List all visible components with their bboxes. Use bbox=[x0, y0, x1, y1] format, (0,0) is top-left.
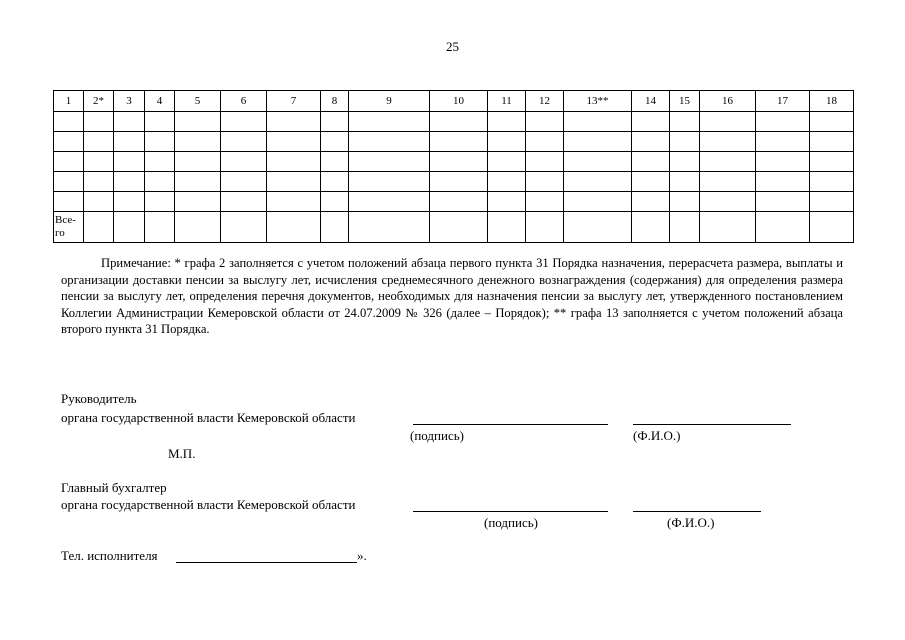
table-cell[interactable] bbox=[145, 172, 175, 192]
table-cell[interactable] bbox=[430, 192, 488, 212]
total-cell[interactable] bbox=[632, 212, 670, 243]
table-cell[interactable] bbox=[756, 172, 810, 192]
table-cell[interactable] bbox=[632, 192, 670, 212]
head-name-line[interactable] bbox=[633, 424, 791, 425]
table-cell[interactable] bbox=[349, 112, 430, 132]
table-cell[interactable] bbox=[526, 192, 564, 212]
table-cell[interactable] bbox=[175, 152, 221, 172]
stamp-label: М.П. bbox=[168, 446, 196, 461]
total-cell[interactable] bbox=[321, 212, 349, 243]
table-cell[interactable] bbox=[221, 132, 267, 152]
total-cell[interactable] bbox=[700, 212, 756, 243]
table-cell[interactable] bbox=[670, 112, 700, 132]
table-cell[interactable] bbox=[810, 152, 854, 172]
phone-line[interactable] bbox=[176, 562, 357, 563]
table-cell[interactable] bbox=[488, 152, 526, 172]
table-row bbox=[54, 152, 854, 172]
table-cell[interactable] bbox=[145, 112, 175, 132]
table-cell[interactable] bbox=[145, 192, 175, 212]
column-header: 7 bbox=[267, 91, 321, 112]
table-cell[interactable] bbox=[488, 192, 526, 212]
table-cell[interactable] bbox=[267, 172, 321, 192]
column-header: 16 bbox=[700, 91, 756, 112]
table-cell[interactable] bbox=[632, 152, 670, 172]
table-cell[interactable] bbox=[267, 132, 321, 152]
table-cell[interactable] bbox=[810, 132, 854, 152]
table-cell[interactable] bbox=[700, 152, 756, 172]
table-cell[interactable] bbox=[175, 132, 221, 152]
total-cell[interactable] bbox=[756, 212, 810, 243]
accountant-org: органа государственной власти Кемеровской области bbox=[61, 497, 356, 512]
total-cell[interactable] bbox=[349, 212, 430, 243]
footnote: Примечание: * графа 2 заполняется с учетом положений абзаца первого пункта 31 Порядка назначения, перерасчета размера, выплаты и организации доставки пенсии за выслугу лет, исчисления среднемесячного денежного вознаграждения (содержания) для определения размера пенсии за выслугу лет, определения перечня документов, необходимых для назначения пенсии за выслугу лет, утвержденного постановлением Коллегии Администрации Кемеровской области от 24.07.2009 № 326 (далее – Порядок); ** графа 13 заполняется с учетом положений абзаца второго пункта 31 Порядка. bbox=[61, 256, 843, 337]
table-cell[interactable] bbox=[700, 172, 756, 192]
table-cell[interactable] bbox=[756, 152, 810, 172]
table-cell[interactable] bbox=[670, 172, 700, 192]
total-label: Все- го bbox=[54, 212, 84, 243]
phone-closing: ». bbox=[357, 548, 367, 563]
table-cell[interactable] bbox=[564, 152, 632, 172]
table-row bbox=[54, 192, 854, 212]
table-cell[interactable] bbox=[175, 172, 221, 192]
phone-label: Тел. исполнителя bbox=[61, 548, 158, 563]
table-cell[interactable] bbox=[349, 172, 430, 192]
table-cell[interactable] bbox=[175, 192, 221, 212]
table-cell[interactable] bbox=[564, 132, 632, 152]
table-cell[interactable] bbox=[632, 112, 670, 132]
table-cell[interactable] bbox=[114, 132, 145, 152]
table-cell[interactable] bbox=[564, 172, 632, 192]
table-cell[interactable] bbox=[810, 112, 854, 132]
total-cell[interactable] bbox=[221, 212, 267, 243]
table-cell[interactable] bbox=[564, 192, 632, 212]
table-cell[interactable] bbox=[84, 132, 114, 152]
column-header: 10 bbox=[430, 91, 488, 112]
table-cell[interactable] bbox=[526, 172, 564, 192]
column-header: 9 bbox=[349, 91, 430, 112]
table-cell[interactable] bbox=[221, 192, 267, 212]
table-cell[interactable] bbox=[221, 112, 267, 132]
table-cell[interactable] bbox=[267, 152, 321, 172]
total-cell[interactable] bbox=[670, 212, 700, 243]
column-header: 12 bbox=[526, 91, 564, 112]
table-cell[interactable] bbox=[54, 152, 84, 172]
table-cell[interactable] bbox=[670, 192, 700, 212]
table-cell[interactable] bbox=[54, 172, 84, 192]
total-row bbox=[54, 212, 854, 243]
table-cell[interactable] bbox=[175, 112, 221, 132]
table-row bbox=[54, 172, 854, 192]
table-cell[interactable] bbox=[700, 192, 756, 212]
table-cell[interactable] bbox=[810, 172, 854, 192]
column-header: 1 bbox=[54, 91, 84, 112]
accountant-signature-caption: (подпись) bbox=[484, 515, 538, 530]
head-org: органа государственной власти Кемеровской области bbox=[61, 410, 356, 425]
table-cell[interactable] bbox=[84, 192, 114, 212]
table-cell[interactable] bbox=[221, 172, 267, 192]
table-cell[interactable] bbox=[756, 192, 810, 212]
page-number: 25 bbox=[446, 39, 459, 54]
column-header: 17 bbox=[756, 91, 810, 112]
column-header: 6 bbox=[221, 91, 267, 112]
table-cell[interactable] bbox=[430, 152, 488, 172]
header-row bbox=[54, 91, 854, 112]
total-cell[interactable] bbox=[810, 212, 854, 243]
table-cell[interactable] bbox=[349, 152, 430, 172]
table-cell[interactable] bbox=[54, 112, 84, 132]
table-cell[interactable] bbox=[670, 132, 700, 152]
data-table bbox=[53, 90, 854, 243]
table-cell[interactable] bbox=[488, 132, 526, 152]
total-cell[interactable] bbox=[564, 212, 632, 243]
table-cell[interactable] bbox=[221, 152, 267, 172]
table-cell[interactable] bbox=[114, 152, 145, 172]
column-header: 2* bbox=[84, 91, 114, 112]
table-cell[interactable] bbox=[700, 132, 756, 152]
table-cell[interactable] bbox=[430, 172, 488, 192]
column-header: 13** bbox=[564, 91, 632, 112]
table-cell[interactable] bbox=[632, 132, 670, 152]
total-cell[interactable] bbox=[488, 212, 526, 243]
table-cell[interactable] bbox=[430, 112, 488, 132]
table-cell[interactable] bbox=[756, 112, 810, 132]
total-cell[interactable] bbox=[114, 212, 145, 243]
table-cell[interactable] bbox=[145, 152, 175, 172]
table-row bbox=[54, 132, 854, 152]
column-header: 8 bbox=[321, 91, 349, 112]
total-cell[interactable] bbox=[267, 212, 321, 243]
table-row bbox=[54, 112, 854, 132]
table-cell[interactable] bbox=[349, 192, 430, 212]
table-cell[interactable] bbox=[756, 132, 810, 152]
total-cell[interactable] bbox=[526, 212, 564, 243]
accountant-name-line[interactable] bbox=[633, 511, 761, 512]
table-cell[interactable] bbox=[114, 192, 145, 212]
table-cell[interactable] bbox=[267, 112, 321, 132]
column-header: 15 bbox=[670, 91, 700, 112]
column-header: 4 bbox=[145, 91, 175, 112]
table-cell[interactable] bbox=[700, 112, 756, 132]
table-cell[interactable] bbox=[54, 192, 84, 212]
total-cell[interactable] bbox=[175, 212, 221, 243]
total-cell[interactable] bbox=[84, 212, 114, 243]
column-header: 14 bbox=[632, 91, 670, 112]
table-cell[interactable] bbox=[430, 132, 488, 152]
total-cell[interactable] bbox=[145, 212, 175, 243]
table-cell[interactable] bbox=[267, 192, 321, 212]
accountant-title: Главный бухгалтер bbox=[61, 480, 167, 495]
table-cell[interactable] bbox=[632, 172, 670, 192]
table-cell[interactable] bbox=[84, 172, 114, 192]
table-cell[interactable] bbox=[349, 132, 430, 152]
head-signature-line[interactable] bbox=[413, 424, 608, 425]
table-cell[interactable] bbox=[84, 112, 114, 132]
table-cell[interactable] bbox=[321, 172, 349, 192]
table-cell[interactable] bbox=[114, 112, 145, 132]
table-cell[interactable] bbox=[321, 152, 349, 172]
head-name-caption: (Ф.И.О.) bbox=[633, 428, 681, 443]
table-cell[interactable] bbox=[526, 152, 564, 172]
accountant-signature-line[interactable] bbox=[413, 511, 608, 512]
table-cell[interactable] bbox=[321, 132, 349, 152]
table-cell[interactable] bbox=[488, 112, 526, 132]
table-cell[interactable] bbox=[564, 112, 632, 132]
table-cell[interactable] bbox=[321, 192, 349, 212]
head-title: Руководитель bbox=[61, 391, 137, 406]
table-cell[interactable] bbox=[488, 172, 526, 192]
column-header: 5 bbox=[175, 91, 221, 112]
table-cell[interactable] bbox=[145, 132, 175, 152]
column-header: 11 bbox=[488, 91, 526, 112]
table-cell[interactable] bbox=[84, 152, 114, 172]
table-cell[interactable] bbox=[810, 192, 854, 212]
table-cell[interactable] bbox=[526, 112, 564, 132]
column-header: 3 bbox=[114, 91, 145, 112]
table-cell[interactable] bbox=[114, 172, 145, 192]
accountant-name-caption: (Ф.И.О.) bbox=[667, 515, 715, 530]
total-cell[interactable] bbox=[430, 212, 488, 243]
column-header: 18 bbox=[810, 91, 854, 112]
table-cell[interactable] bbox=[321, 112, 349, 132]
head-signature-caption: (подпись) bbox=[410, 428, 464, 443]
table-cell[interactable] bbox=[526, 132, 564, 152]
table-cell[interactable] bbox=[54, 132, 84, 152]
table-cell[interactable] bbox=[670, 152, 700, 172]
